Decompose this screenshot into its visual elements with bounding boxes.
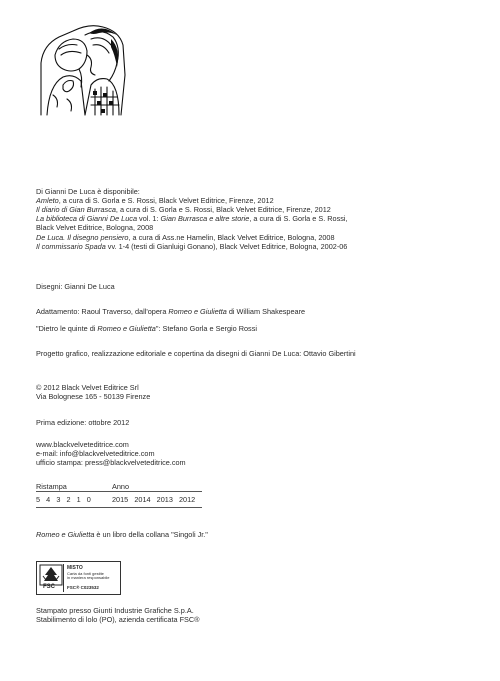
bibliography-entry: Il commissario Spada vv. 1-4 (testi di Gianluigi Gonano), Black Velvet Editrice, Bologna, 2002-06 <box>36 241 348 251</box>
printer-line-2: Stabilimento di lolo (PO), azienda certificata FSC® <box>36 615 200 625</box>
publisher-address: Via Bolognese 165 - 50139 Firenze <box>36 392 151 402</box>
series-note: Romeo e Giulietta è un libro della collana "Singoli Jr." <box>36 530 208 539</box>
bibliography-entry: Amleto, a cura di S. Gorla e S. Rossi, Black Velvet Editrice, Firenze, 2012 <box>36 196 274 206</box>
bibliography-entry: La biblioteca di Gianni De Luca vol. 1: Gian Burrasca e altre storie, a cura di S. Gorla e S. Rossi, <box>36 214 348 224</box>
romeo-juliet-illustration <box>33 15 133 125</box>
bibliography-entry: De Luca. Il disegno pensiero, a cura di Ass.ne Hamelin, Black Velvet Editrice, Bologna, 2008 <box>36 232 335 242</box>
fsc-text: Carta da fonti gestite in maniera responsabile <box>67 571 110 581</box>
printer-line-1: Stampato presso Giunti Industrie Grafiche S.p.A. <box>36 606 194 615</box>
print-run-table <box>36 482 470 508</box>
anno-values: 2015 2014 2013 2012 <box>112 492 202 508</box>
credits-disegni: Disegni: Gianni De Luca <box>36 282 115 291</box>
credits-dietro-le-quinte: "Dietro le quinte di Romeo e Giulietta": Stefano Gorla e Sergio Rossi <box>36 324 257 333</box>
anno-label: Anno <box>112 482 202 492</box>
fsc-logo <box>36 561 121 595</box>
ristampa-label: Ristampa <box>36 482 112 492</box>
contacts-section <box>36 440 470 467</box>
bibliography-entry: Black Velvet Editrice, Bologna, 2008 <box>36 223 154 233</box>
publisher-section <box>36 383 470 401</box>
fsc-label: FSC <box>43 584 55 590</box>
press-email-link[interactable]: ufficio stampa: press@blackvelveteditrice.com <box>36 458 186 468</box>
copyright-line: © 2012 Black Velvet Editrice Srl <box>36 383 139 392</box>
bibliography-entry: Il diario di Gian Burrasca, a cura di S. Gorla e S. Rossi, Black Velvet Editrice, Firenze, 2012 <box>36 205 331 215</box>
ristampa-values: 5 4 3 2 1 0 <box>36 492 112 508</box>
printer-section <box>36 606 470 624</box>
website-link[interactable]: www.blackvelveteditrice.com <box>36 440 129 449</box>
credits-progetto: Progetto grafico, realizzazione editoriale e copertina da disegni di Gianni De Luca: Ottavio Gibertini <box>36 349 356 358</box>
fsc-misto: MISTO <box>67 565 83 571</box>
bibliography-heading: Di Gianni De Luca è disponibile: <box>36 187 140 196</box>
bibliography-section <box>36 187 470 251</box>
first-edition: Prima edizione: ottobre 2012 <box>36 418 130 427</box>
credits-adattamento: Adattamento: Raoul Traverso, dall'opera Romeo e Giulietta di William Shakespeare <box>36 307 306 316</box>
fsc-code: FSC® C023532 <box>67 585 99 590</box>
email-link[interactable]: e-mail: info@blackvelveteditrice.com <box>36 449 155 459</box>
